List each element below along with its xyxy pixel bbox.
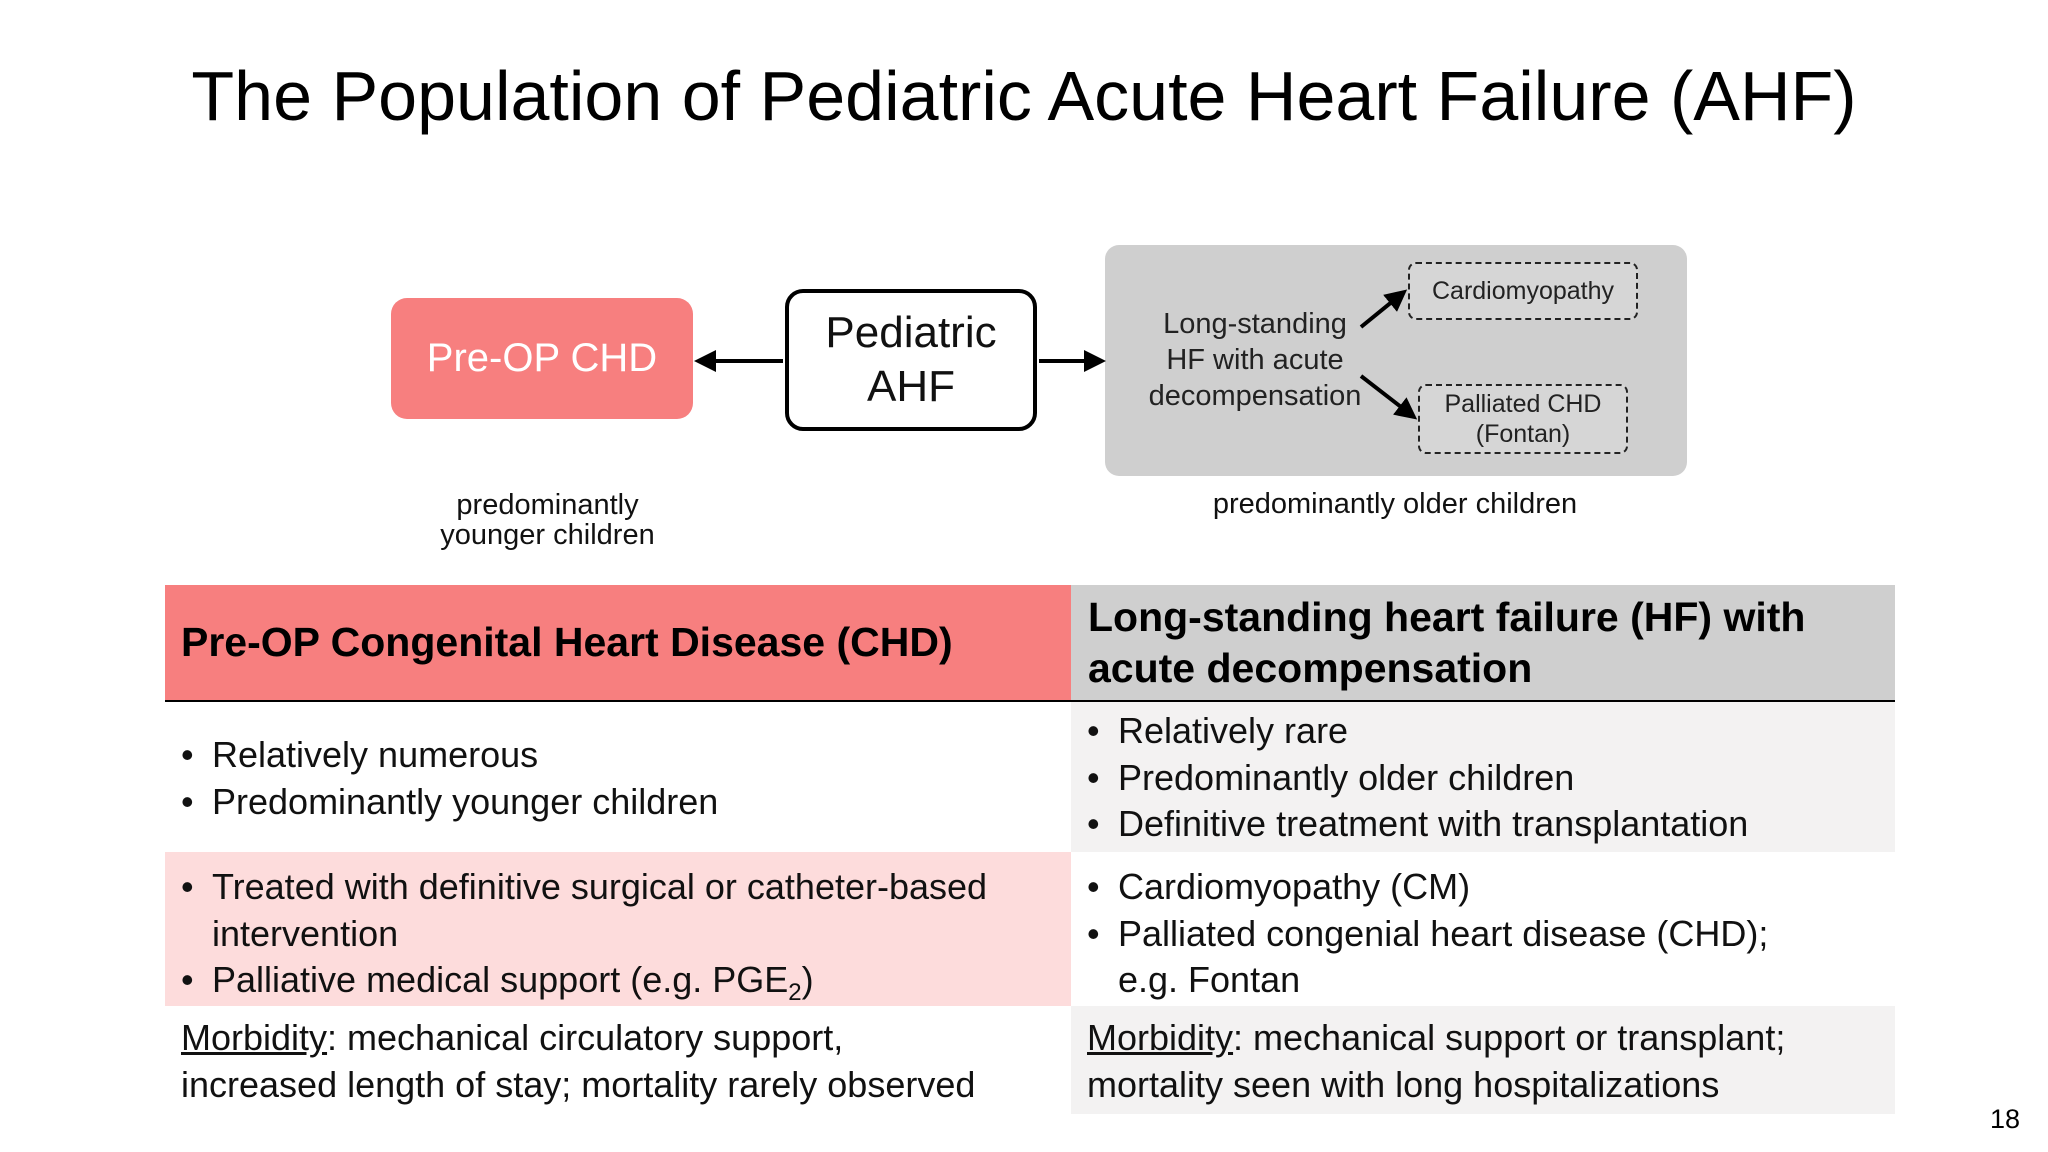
- morbidity-text-line2: mortality seen with long hospitalizations: [1087, 1064, 1720, 1105]
- palliative-text: Palliative medical support (e.g. PGE: [212, 959, 789, 1000]
- treated-line2: intervention: [212, 912, 399, 954]
- list-item: [1087, 911, 1895, 1004]
- table-row1-left: [165, 702, 1071, 852]
- list-item: • Cardiomyopathy (CM): [1087, 864, 1895, 911]
- morbidity-label: Morbidity: [1087, 1017, 1234, 1058]
- page-number: 18: [1990, 1104, 2021, 1134]
- palliative-suffix: ): [801, 959, 814, 1000]
- longstanding-line3: decompensation: [1148, 380, 1362, 412]
- arrow-to-cardiomyopathy: [1361, 292, 1404, 327]
- list-item: • Predominantly older children: [1087, 755, 1895, 802]
- arrow-to-palliated: [1361, 376, 1414, 417]
- slide-title: The Population of Pediatric Acute Heart Failure (AHF): [191, 57, 1857, 135]
- table-row3-left: [165, 1006, 1071, 1114]
- ahf-label-line2: AHF: [867, 362, 955, 411]
- morbidity-label: Morbidity: [181, 1017, 328, 1058]
- palliated-chd-line1: Palliated congenial heart disease (CHD);: [1118, 912, 1769, 954]
- treated-line1: Treated with definitive surgical or catheter-based: [212, 866, 988, 907]
- list-item: [181, 864, 1071, 957]
- morbidity-text-line1: : mechanical circulatory support,: [327, 1017, 844, 1058]
- caption-younger-line1: predominantly: [456, 489, 639, 521]
- table-header-longstanding-line1: Long-standing heart failure (HF) with: [1088, 593, 1806, 640]
- table-header-longstanding: [1071, 585, 1895, 700]
- palliated-line1: Palliated CHD: [1444, 390, 1602, 418]
- pge-subscript: 2: [788, 979, 802, 1007]
- caption-younger: [400, 490, 695, 550]
- list-item: • Definitive treatment with transplantation: [1087, 801, 1895, 848]
- list-item: • Relatively rare: [1087, 708, 1895, 755]
- preop-chd-label: Pre-OP CHD: [426, 336, 658, 380]
- list-item: • Predominantly younger children: [181, 779, 1071, 826]
- morbidity-text-line1: : mechanical support or transplant;: [1233, 1017, 1786, 1058]
- longstanding-line1: Long-standing: [1163, 308, 1347, 340]
- table-row2-right: [1071, 852, 1895, 1006]
- palliated-chd-line2: e.g. Fontan: [1118, 959, 1301, 1000]
- table-row1-right: [1071, 702, 1895, 852]
- ahf-label-line1: Pediatric: [825, 308, 997, 357]
- cardiomyopathy-label: Cardiomyopathy: [1431, 277, 1615, 305]
- table-header-longstanding-line2: acute decompensation: [1088, 644, 1533, 691]
- table-header-preop-text: Pre-OP Congenital Heart Disease (CHD): [181, 619, 953, 665]
- caption-older: predominantly older children: [1212, 488, 1578, 520]
- longstanding-line2: HF with acute: [1166, 344, 1344, 376]
- list-item: • Relatively numerous: [181, 732, 1071, 779]
- caption-younger-line2: younger children: [440, 519, 655, 551]
- morbidity-text-line2: increased length of stay; mortality rarely observed: [181, 1064, 976, 1105]
- table-row3-right: [1071, 1006, 1895, 1114]
- table-row2-left: [165, 852, 1071, 1006]
- table-header-preop: [165, 585, 1071, 700]
- palliated-line2: (Fontan): [1475, 420, 1571, 448]
